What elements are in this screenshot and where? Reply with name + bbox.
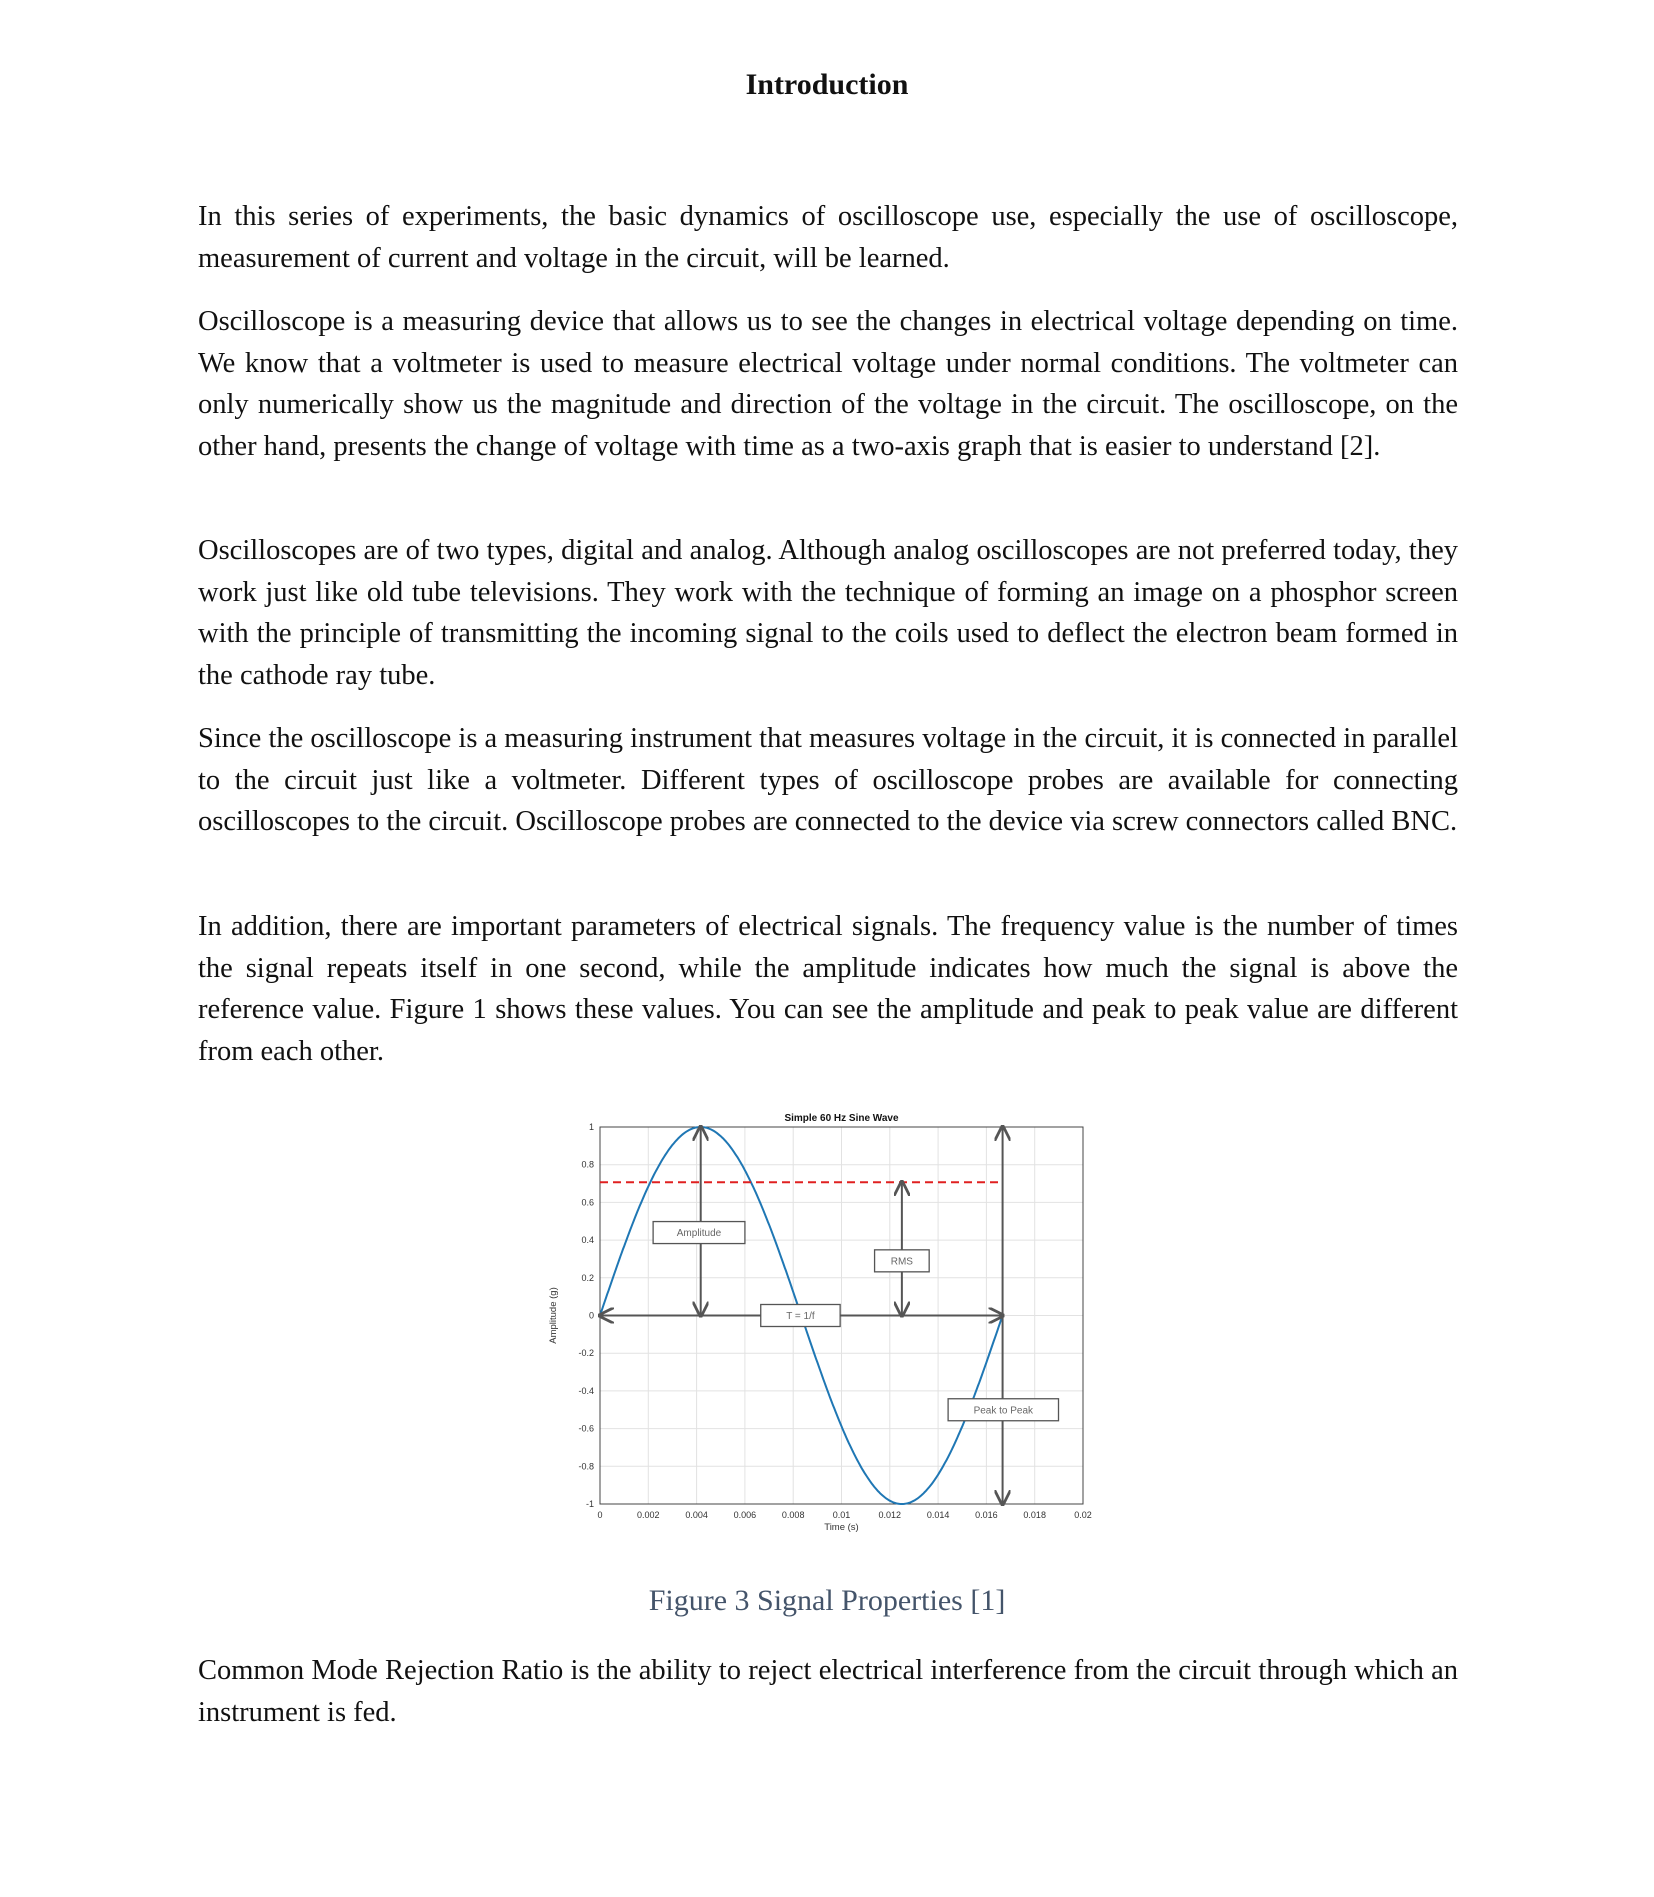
x-tick-label: 0.004	[685, 1510, 708, 1520]
y-tick-label: -1	[585, 1499, 594, 1509]
section-heading: Introduction	[745, 68, 909, 101]
x-tick-label: 0.02	[1074, 1510, 1092, 1520]
x-tick-label: 0.016	[975, 1510, 998, 1520]
x-tick-label: 0.014	[926, 1510, 950, 1520]
y-tick-label: -0.6	[578, 1423, 594, 1434]
x-tick-label: 0.012	[878, 1510, 902, 1520]
annotation-label: RMS	[890, 1256, 913, 1268]
y-axis-label: Amplitude (g)	[548, 1287, 559, 1344]
y-tick-label: 0.2	[581, 1272, 594, 1283]
y-tick-label: -0.2	[578, 1348, 594, 1359]
annotation-label: Peak to Peak	[973, 1405, 1034, 1417]
paragraph-2: Oscilloscope is a measuring device that allows us to see the changes in electrical voltage depending on time. We know that a voltmeter is used to measure electrical voltage under normal conditions. The voltmeter can only numerically show us the magnitude and direction of the voltage in the circuit. The oscilloscope, on the other hand, presents the change of voltage with time as a two-axis graph that is easier to understand [2].	[198, 306, 1458, 462]
x-tick-label: 0.006	[733, 1510, 757, 1520]
annotation-label: T = 1/f	[786, 1311, 815, 1322]
y-tick-label: -0.8	[578, 1461, 594, 1472]
x-axis-label: Time (s)	[824, 1522, 859, 1533]
paragraph-3: Oscilloscopes are of two types, digital and analog. Although analog oscilloscopes are not preferred today, they work just like old tube televisions. They work with the technique of forming an image on a phosphor screen with the principle of transmitting the incoming signal to the coils used to deflect the electron beam formed in the cathode ray tube.	[198, 535, 1458, 691]
annotation-label: Amplitude	[676, 1228, 722, 1240]
x-tick-label: 0.008	[781, 1510, 805, 1520]
paragraph-6: Common Mode Rejection Ratio is the ability to reject electrical interference from the circuit through which an instrument is fed.	[198, 1655, 1458, 1728]
chart-title: Simple 60 Hz Sine Wave	[784, 1113, 899, 1124]
x-tick-label: 0.018	[1023, 1510, 1046, 1520]
paragraph-5: In addition, there are important parameters of electrical signals. The frequency value is the number of times the signal repeats itself in one second, while the amplitude indicates how much the signal is above the reference value. Figure 1 shows these values. You can see the amplitude and peak to peak value are different from each other.	[198, 911, 1458, 1067]
figure-caption: Figure 3 Signal Properties [1]	[648, 1584, 1006, 1617]
y-tick-label: 0.6	[581, 1197, 594, 1208]
paragraph-4: Since the oscilloscope is a measuring instrument that measures voltage in the circuit, it is connected in parallel to the circuit just like a voltmeter. Different types of oscilloscope probes are available for connecting oscilloscopes to the circuit. Oscilloscope probes are connected to the device via screw connectors called BNC.	[198, 723, 1458, 837]
y-tick-label: 0.4	[581, 1235, 594, 1246]
y-tick-label: -0.4	[578, 1385, 594, 1396]
x-tick-label: 0.002	[637, 1510, 660, 1520]
x-tick-label: 0	[597, 1510, 603, 1520]
paragraph-1: In this series of experiments, the basic dynamics of oscilloscope use, especially the use of oscilloscope, measurement of current and voltage in the circuit, will be learned.	[198, 201, 1458, 274]
y-tick-label: 0.8	[581, 1159, 594, 1170]
y-tick-label: 1	[588, 1122, 594, 1132]
x-tick-label: 0.01	[832, 1510, 851, 1520]
sine-wave-chart	[540, 1095, 1120, 1555]
y-tick-label: 0	[588, 1310, 594, 1321]
